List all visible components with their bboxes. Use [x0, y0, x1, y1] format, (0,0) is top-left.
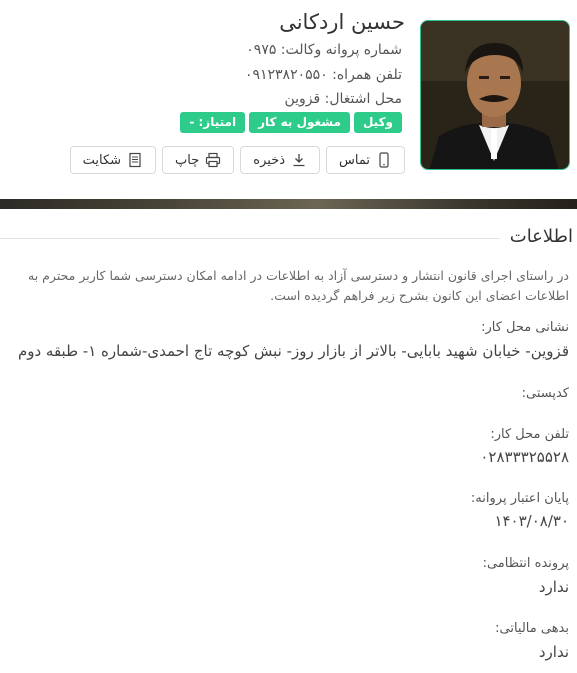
disciplinary-record-label: پرونده انتظامی: [482, 556, 569, 571]
contact-label: تماس [339, 152, 370, 168]
complaint-label: شکایت [82, 152, 122, 168]
printer-icon [205, 152, 221, 168]
postal-code-label: کدپستی: [521, 386, 569, 401]
work-phone-value: ۰۲۸۳۳۳۲۵۵۲۸ [480, 448, 569, 466]
work-phone-label: تلفن محل کار: [490, 427, 569, 442]
decorative-banner-strip [0, 199, 577, 209]
print-button[interactable] [162, 146, 234, 174]
download-icon [291, 152, 307, 168]
license-number: شماره پروانه وکالت: ۰۹۷۵ [246, 42, 402, 58]
status-badge: مشغول به کار [249, 112, 350, 133]
tax-debt-label: بدهی مالیاتی: [495, 621, 569, 636]
tax-debt-value: ندارد [538, 643, 569, 661]
action-bar [70, 146, 405, 174]
complaint-button[interactable] [70, 146, 156, 174]
lawyer-portrait-image [420, 21, 569, 170]
role-badge: وکیل [354, 112, 402, 133]
address-value: قزوین- خیابان شهید بابایی- بالاتر از بازار روز- نبش کوچه تاج احمدی-شماره ۱- طبقه دوم [17, 342, 569, 360]
rating-badge: امتیاز: - [180, 112, 245, 133]
section-title: اطلاعات [509, 226, 573, 247]
intro-text: در راستای اجرای قانون انتشار و دسترسی آزاد به اطلاعات در ادامه امکان دسترسی شما کاربر محترم به اطلاعات اعضای این کانون بشرح زیر فراهم گردیده است. [28, 268, 569, 303]
license-expiry-label: پایان اعتبار پروانه: [470, 491, 569, 506]
disciplinary-record-value: ندارد [538, 578, 569, 596]
profile-photo [420, 20, 570, 170]
save-button[interactable] [240, 146, 320, 174]
mobile-phone-icon [376, 152, 392, 168]
save-label: ذخیره [253, 152, 286, 168]
contact-button[interactable] [326, 146, 405, 174]
lawyer-name: حسین اردکانی [279, 10, 405, 34]
mobile-number: تلفن همراه: ۰۹۱۲۳۸۲۰۵۵۰ [244, 67, 402, 83]
license-expiry-value: ۱۴۰۳/۰۸/۳۰ [494, 512, 569, 530]
document-icon [127, 152, 143, 168]
address-label: نشانی محل کار: [481, 320, 569, 335]
status-badges [180, 112, 402, 133]
print-label: چاپ [175, 152, 200, 168]
section-divider [0, 238, 500, 239]
work-city: محل اشتغال: قزوین [284, 91, 402, 107]
